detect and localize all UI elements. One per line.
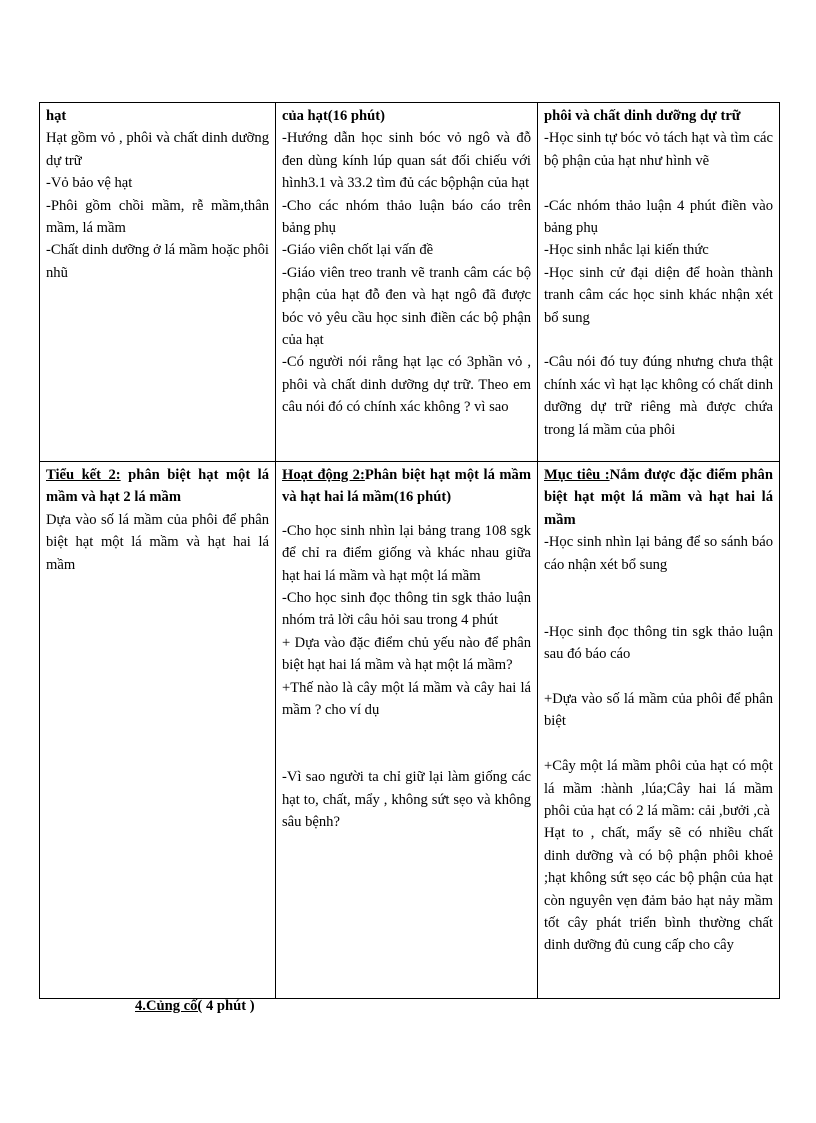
table-row [40,103,780,462]
cell-heading: hạt [46,108,67,124]
lesson-table [39,102,780,999]
cell-text: -Học sinh nhắc lại kiến thức [544,242,709,259]
cell-text: -Vì sao người ta chỉ giữ lại làm giống các hạt to, chất, mẩy , không sứt sẹo và không sâu bệnh? [282,769,531,831]
heading-text: phân biệt hạt một lá mầm và hạt 2 lá mầm [46,467,269,506]
cell-text: -Giáo viên treo tranh vẽ tranh câm các bộ phận của hạt đỗ đen và hạt ngô đã được bóc vỏ yêu cầu học sinh điền các bộ phận của hạt [282,264,531,349]
cell-text: -Cho học sinh nhìn lại bảng trang 108 sgk để chỉ ra điểm giống và khác nhau giữa hạt hai lá mầm và hạt một lá mầm [282,522,531,584]
table-row [40,462,780,999]
summary-cell [40,462,276,999]
cell-heading: của hạt(16 phút) [282,108,385,124]
cell-text: -Hướng dẫn học sinh bóc vỏ ngô và đỗ đen dùng kính lúp quan sát đối chiếu với hình3.1 và 33.2 tìm đủ các bộphận của hạt [282,130,531,192]
cell-text: Hạt gồm vỏ , phôi và chất dinh dưỡng dự trữ [46,130,269,169]
cell-text: + Dựa vào đặc điểm chủ yếu nào để phân biệt hạt hai lá mầm và hạt một lá mầm? [282,634,531,674]
section-heading-label: 4.Củng cố( [135,998,203,1014]
cell-heading [46,464,269,509]
cell-text: -Phôi gồm chồi mầm, rễ mầm,thân mầm, lá mầm [46,197,269,237]
cell-text: -Cho học sinh đọc thông tin sgk thảo luận nhóm trả lời câu hỏi sau trong 4 phút [282,590,531,629]
cell-text: +Dựa vào số lá mầm của phôi để phân biệt [544,691,773,730]
cell-text: -Cho các nhóm thảo luận báo cáo trên bảng phụ [282,197,531,237]
section-heading-text: 4 phút ) [202,998,255,1014]
teacher-activity-cell [276,462,538,999]
heading-label: Mục tiêu : [544,467,610,483]
cell-text: -Học sinh đọc thông tin sgk thảo luận sau đó báo cáo [544,623,773,663]
cell-text: Dựa vào số lá mầm của phôi để phân biệt hạt một lá mầm và hạt hai lá mầm [46,511,269,573]
spacer [544,329,773,351]
cell-text: -Học sinh cử đại diện để hoàn thành tranh câm các học sinh khác nhận xét bổ sung [544,264,773,326]
student-activity-cell [538,103,780,462]
teacher-activity-cell [276,103,538,462]
cell-text: -Có người nói rằng hạt lạc có 3phần vỏ , phôi và chất dinh dưỡng dự trữ. Theo em câu nói đó có chính xác không ? vì sao [282,354,531,416]
section-heading [135,998,255,1015]
spacer [282,721,531,766]
spacer [544,666,773,688]
student-activity-cell [538,462,780,999]
spacer [544,172,773,194]
heading-label: Tiểu kết 2: [46,467,121,483]
cell-text: -Học sinh tự bóc vỏ tách hạt và tìm các bộ phận của hạt như hình vẽ [544,130,773,169]
heading-label: Hoạt động 2: [282,467,365,483]
cell-heading [544,464,773,531]
cell-text: -Các nhóm thảo luận 4 phút điền vào bảng phụ [544,197,773,237]
cell-text: -Câu nói đó tuy đúng nhưng chưa thật chính xác vì hạt lạc không có chất dinh dưỡng dự trữ riêng mà được chứa trong lá mầm của phôi [544,354,773,438]
spacer [282,509,531,520]
cell-text: Hạt to , chất, mẩy sẽ có nhiều chất dinh dưỡng và có bộ phận phôi khoẻ ;hạt không sứt sẹo các bộ phận của hạt còn nguyên vẹn đảm bảo hạt nảy mầm tốt cây phát triển bình thường chất dinh dưỡng đủ cung cấp cho cây [544,825,773,954]
cell-text: -Giáo viên chốt lại vấn đề [282,242,434,259]
cell-heading: phôi và chất dinh dưỡng dự trữ [544,108,741,124]
summary-cell [40,103,276,462]
cell-heading [282,464,531,509]
heading-text: Phân biệt hạt một lá mầm và hạt hai lá mầm(16 phút) [282,467,531,506]
cell-text: +Thế nào là cây một lá mầm và cây hai lá mầm ? cho ví dụ [282,679,531,719]
cell-text: -Chất dinh dưỡng ở lá mầm hoặc phôi nhũ [46,242,269,281]
cell-text: -Vỏ bảo vệ hạt [46,175,133,192]
heading-text: Nắm được đặc điểm phân biệt hạt một lá mầm và hạt hai lá mầm [544,467,773,528]
cell-text: -Học sinh nhìn lại bảng để so sánh báo cáo nhận xét bổ sung [544,534,773,573]
spacer [544,733,773,755]
spacer [544,576,773,621]
cell-text: +Cây một lá mầm phôi của hạt có một lá mầm :hành ,lúa;Cây hai lá mầm phôi của hạt có 2 lá mầm: cải ,bưởi ,cà [544,758,773,820]
